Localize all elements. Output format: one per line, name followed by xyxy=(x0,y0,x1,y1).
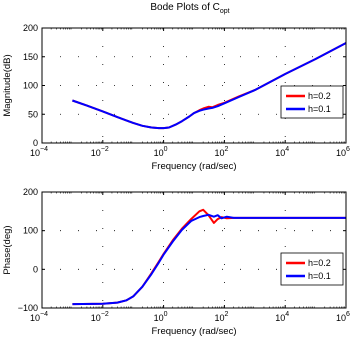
phase-axes-frame xyxy=(42,192,346,308)
magnitude-axes-frame xyxy=(42,28,346,143)
magnitude-plot xyxy=(2,23,350,172)
phase-ytick-label: 100 xyxy=(22,225,38,236)
magnitude-ytick-label: 50 xyxy=(27,109,38,120)
magnitude-xtick-label: $10^{-2}$ xyxy=(90,146,109,158)
phase-xlabel: Frequency (rad/sec) xyxy=(151,326,237,337)
magnitude-ylabel: Magnitude(dB) xyxy=(2,54,13,117)
figure-title: Bode Plots of $C_{opt}$ xyxy=(150,2,230,15)
magnitude-xtick-label: $10^4$ xyxy=(275,146,290,158)
phase-xtick-label: $10^0$ xyxy=(153,311,168,323)
magnitude-xlabel: Frequency (rad/sec) xyxy=(151,161,237,172)
phase-xtick-label: $10^{-2}$ xyxy=(90,311,109,323)
magnitude-ytick-label: 150 xyxy=(22,51,38,62)
magnitude-legend-label: h=0.2 xyxy=(308,91,331,101)
phase-ytick-label: −100 xyxy=(17,303,38,313)
phase-ytick-label: 200 xyxy=(22,187,38,197)
magnitude-xtick-label: $10^0$ xyxy=(153,146,168,158)
phase-ylabel: Phase(deg) xyxy=(2,225,13,275)
phase-xtick-label: $10^2$ xyxy=(214,311,229,323)
magnitude-xtick-label: $10^{-4}$ xyxy=(30,146,48,158)
magnitude-ytick-label: 0 xyxy=(32,138,38,148)
magnitude-ytick-label: 200 xyxy=(22,23,38,33)
magnitude-xtick-label: $10^2$ xyxy=(214,146,229,158)
phase-plot xyxy=(2,187,350,337)
phase-legend-label: h=0.1 xyxy=(308,271,331,281)
phase-xtick-label: $10^4$ xyxy=(275,311,290,323)
phase-ytick-label: 0 xyxy=(32,264,38,275)
phase-legend-label: h=0.2 xyxy=(308,258,331,268)
magnitude-xtick-label: $10^6$ xyxy=(336,146,350,158)
magnitude-ytick-label: 100 xyxy=(22,80,38,91)
phase-xtick-label: $10^{-4}$ xyxy=(30,311,48,323)
magnitude-legend-label: h=0.1 xyxy=(308,104,331,114)
phase-xtick-label: $10^6$ xyxy=(336,311,350,323)
